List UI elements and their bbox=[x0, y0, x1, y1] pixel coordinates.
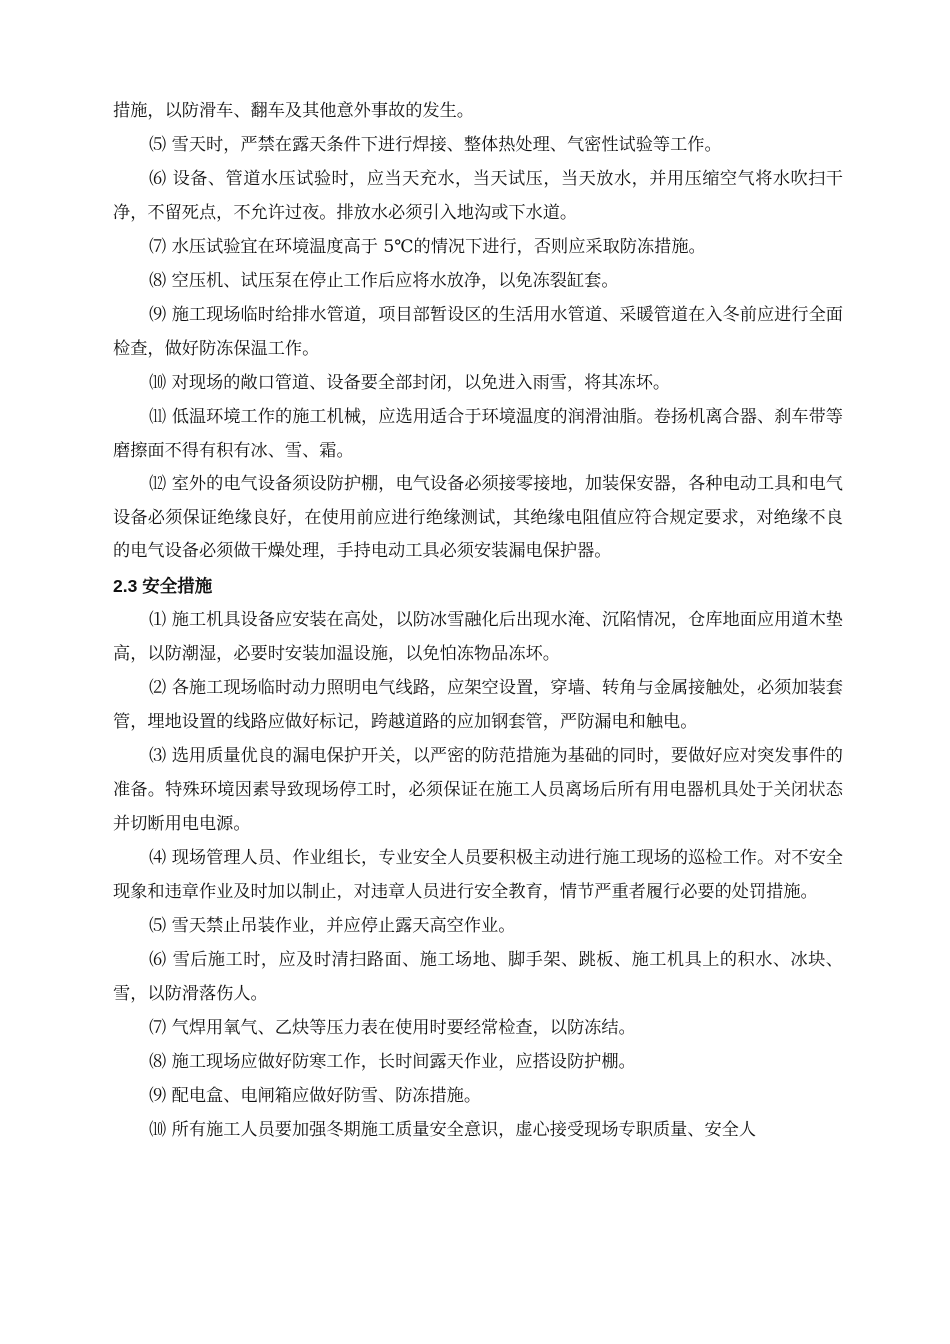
section-heading: 2.3 安全措施 bbox=[113, 575, 213, 596]
paragraph-item-10: ⑽ 对现场的敞口管道、设备要全部封闭，以免进入雨雪，将其冻坏。 bbox=[149, 373, 671, 393]
safety-item-4: ⑷ 现场管理人员、作业组长，专业安全人员要积极主动进行施工现场的巡检工作。对不安全现象和违章作业及时加以制止，对违章人员进行安全教育，情节严重者履行必要的处罚措施。 bbox=[113, 847, 843, 902]
safety-item-2: ⑵ 各施工现场临时动力照明电气线路，应架空设置，穿墙、转角与金属接触处，必须加装套管，埋地设置的线路应做好标记，跨越道路的应加钢套管，严防漏电和触电。 bbox=[113, 677, 843, 732]
paragraph-continuation: 措施，以防滑车、翻车及其他意外事故的发生。 bbox=[113, 101, 474, 121]
paragraph-item-5: ⑸ 雪天时，严禁在露天条件下进行焊接、整体热处理、气密性试验等工作。 bbox=[149, 135, 722, 155]
safety-item-6: ⑹ 雪后施工时，应及时清扫路面、施工场地、脚手架、跳板、施工机具上的积水、冰块、雪，以防滑落伤人。 bbox=[113, 949, 843, 1004]
safety-item-3: ⑶ 选用质量优良的漏电保护开关，以严密的防范措施为基础的同时，要做好应对突发事件的准备。特殊环境因素导致现场停工时，必须保证在施工人员离场后所有用电器机具处于关闭状态并切断用电电源。 bbox=[113, 745, 843, 834]
safety-item-8: ⑻ 施工现场应做好防寒工作，长时间露天作业，应搭设防护棚。 bbox=[149, 1051, 636, 1072]
paragraph-item-11: ⑾ 低温环境工作的施工机械，应选用适合于环境温度的润滑油脂。卷扬机离合器、刹车带等磨擦面不得有积有冰、雪、霜。 bbox=[113, 407, 843, 461]
document-body bbox=[113, 94, 843, 1147]
paragraph-item-6: ⑹ 设备、管道水压试验时，应当天充水，当天试压，当天放水，并用压缩空气将水吹扫干净，不留死点，不允许过夜。排放水必须引入地沟或下水道。 bbox=[113, 169, 843, 223]
safety-item-5: ⑸ 雪天禁止吊装作业，并应停止露天高空作业。 bbox=[149, 915, 516, 936]
safety-item-10: ⑽ 所有施工人员要加强冬期施工质量安全意识，虚心接受现场专职质量、安全人 bbox=[149, 1119, 757, 1140]
paragraph-item-7: ⑺ 水压试验宜在环境温度高于 5℃的情况下进行，否则应采取防冻措施。 bbox=[149, 237, 706, 257]
paragraph-item-8: ⑻ 空压机、试压泵在停止工作后应将水放净，以免冻裂缸套。 bbox=[149, 271, 619, 291]
safety-item-9: ⑼ 配电盒、电闸箱应做好防雪、防冻措施。 bbox=[149, 1085, 482, 1106]
paragraph-item-9: ⑼ 施工现场临时给排水管道，项目部暂设区的生活用水管道、采暖管道在入冬前应进行全面检查，做好防冻保温工作。 bbox=[113, 305, 843, 359]
safety-item-1: ⑴ 施工机具设备应安装在高处，以防冰雪融化后出现水淹、沉陷情况，仓库地面应用道木垫高，以防潮湿，必要时安装加温设施，以免怕冻物品冻坏。 bbox=[113, 609, 843, 664]
paragraph-item-12: ⑿ 室外的电气设备须设防护棚，电气设备必须接零接地，加装保安器，各种电动工具和电气设备必须保证绝缘良好，在使用前应进行绝缘测试，其绝缘电阻值应符合规定要求，对绝缘不良的电气设备必须做干燥处理，手持电动工具必须安装漏电保护器。 bbox=[113, 474, 843, 561]
safety-item-7: ⑺ 气焊用氧气、乙炔等压力表在使用时要经常检查，以防冻结。 bbox=[149, 1017, 636, 1038]
